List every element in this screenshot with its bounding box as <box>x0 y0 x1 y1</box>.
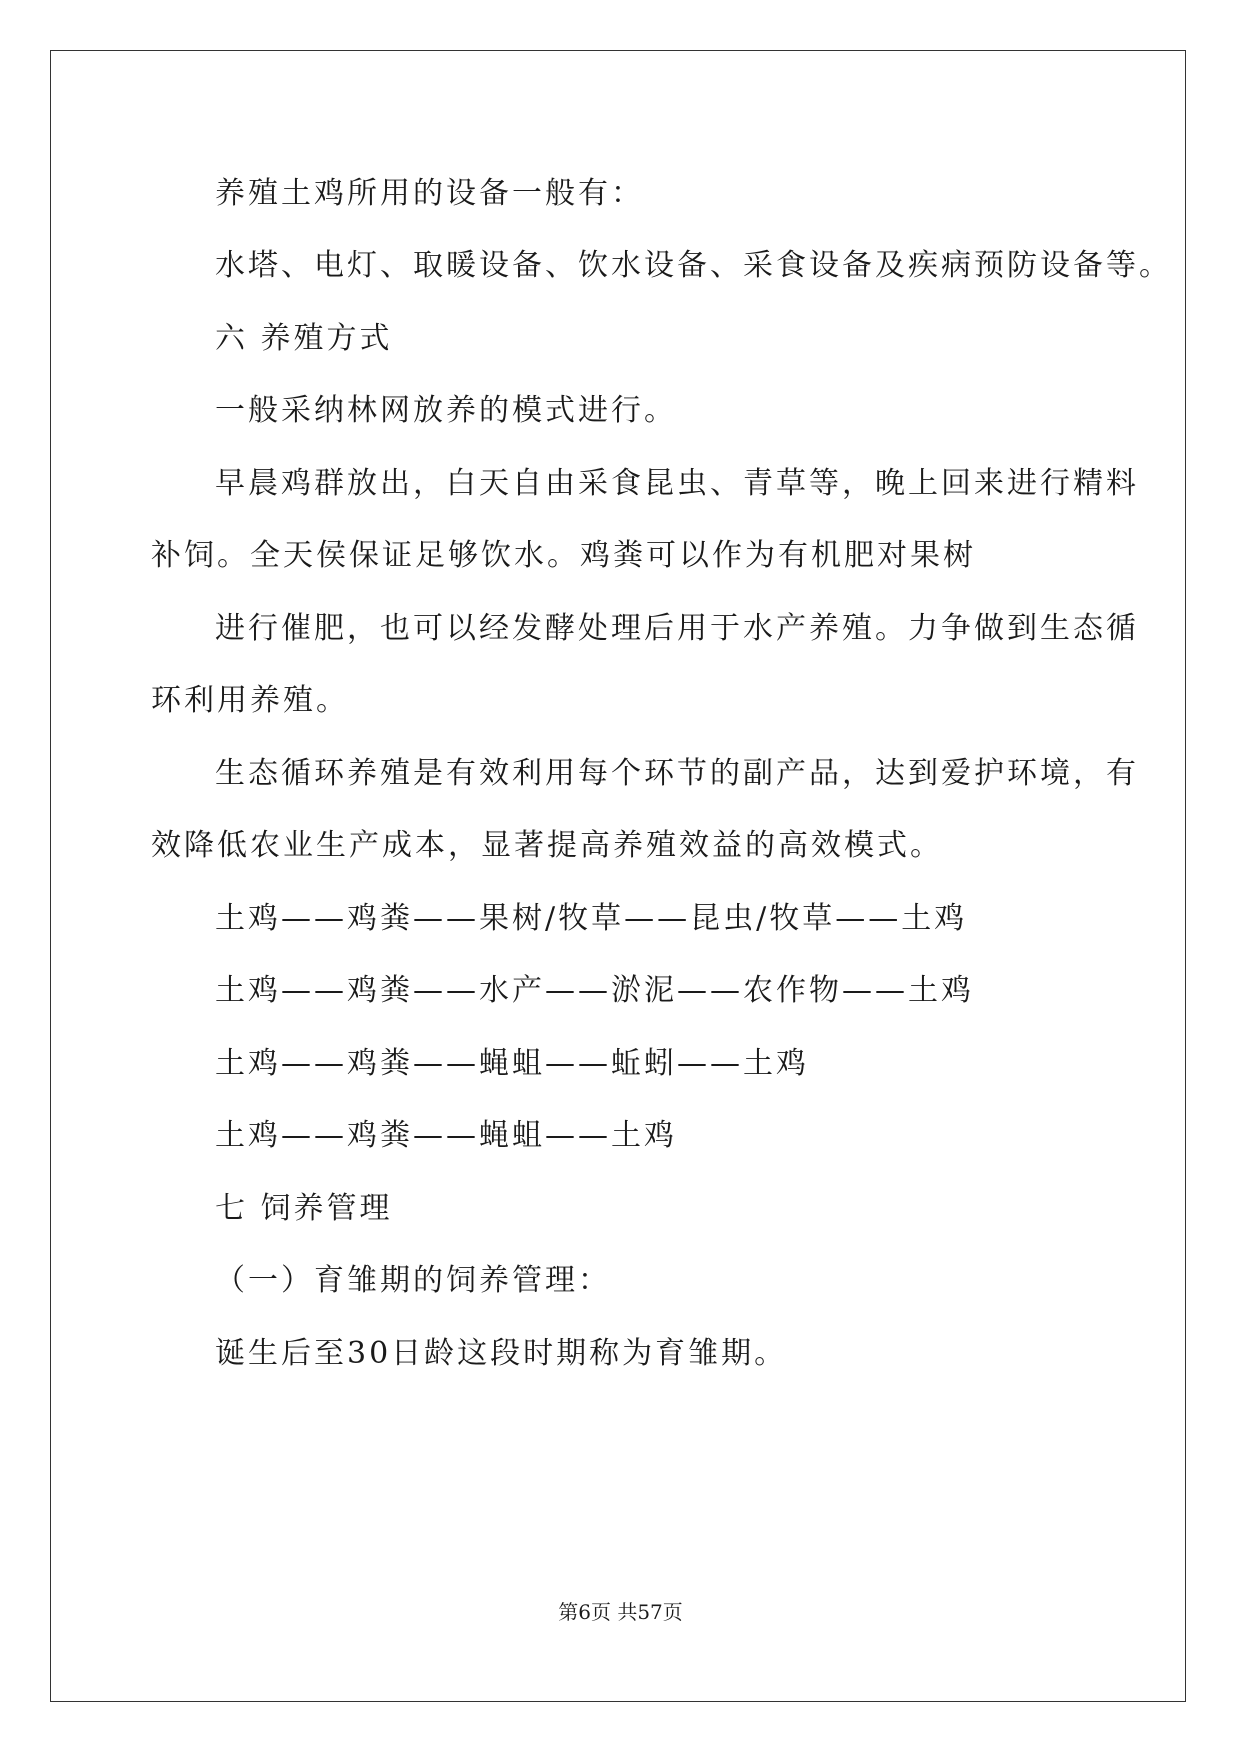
paragraph-equipment-intro: 养殖土鸡所用的设备一般有： <box>215 176 644 211</box>
heading-section-7: 七 饲养管理 <box>215 1191 393 1226</box>
cycle-4: 土鸡——鸡粪——蝇蛆——土鸡 <box>215 1118 677 1153</box>
paragraph-daily-line2: 补饲。全天侯保证足够饮水。鸡粪可以作为有机肥对果树 <box>151 538 976 573</box>
page-border <box>50 50 1186 1702</box>
paragraph-fertilize-line1: 进行催肥，也可以经发酵处理后用于水产养殖。力争做到生态循 <box>215 611 1139 646</box>
cycle-1: 土鸡——鸡粪——果树/牧草——昆虫/牧草——土鸡 <box>215 901 968 936</box>
paragraph-eco-line1: 生态循环养殖是有效利用每个环节的副产品，达到爱护环境，有 <box>215 756 1139 791</box>
heading-section-6: 六 养殖方式 <box>215 321 393 356</box>
paragraph-mode: 一般采纳林网放养的模式进行。 <box>215 393 677 428</box>
paragraph-daily-line1: 早晨鸡群放出，白天自由采食昆虫、青草等，晚上回来进行精料 <box>215 466 1139 501</box>
paragraph-equipment-list: 水塔、电灯、取暖设备、饮水设备、采食设备及疾病预防设备等。 <box>215 248 1172 283</box>
page-number-footer: 第6页 共57页 <box>558 1600 683 1624</box>
heading-brooding: （一）育雏期的饲养管理： <box>215 1263 611 1298</box>
paragraph-brooding-def: 诞生后至30日龄这段时期称为育雏期。 <box>215 1336 788 1371</box>
cycle-2: 土鸡——鸡粪——水产——淤泥——农作物——土鸡 <box>215 973 974 1008</box>
paragraph-eco-line2: 效降低农业生产成本，显著提高养殖效益的高效模式。 <box>151 828 943 863</box>
paragraph-fertilize-line2: 环利用养殖。 <box>151 683 349 718</box>
cycle-3: 土鸡——鸡粪——蝇蛆——蚯蚓——土鸡 <box>215 1046 809 1081</box>
